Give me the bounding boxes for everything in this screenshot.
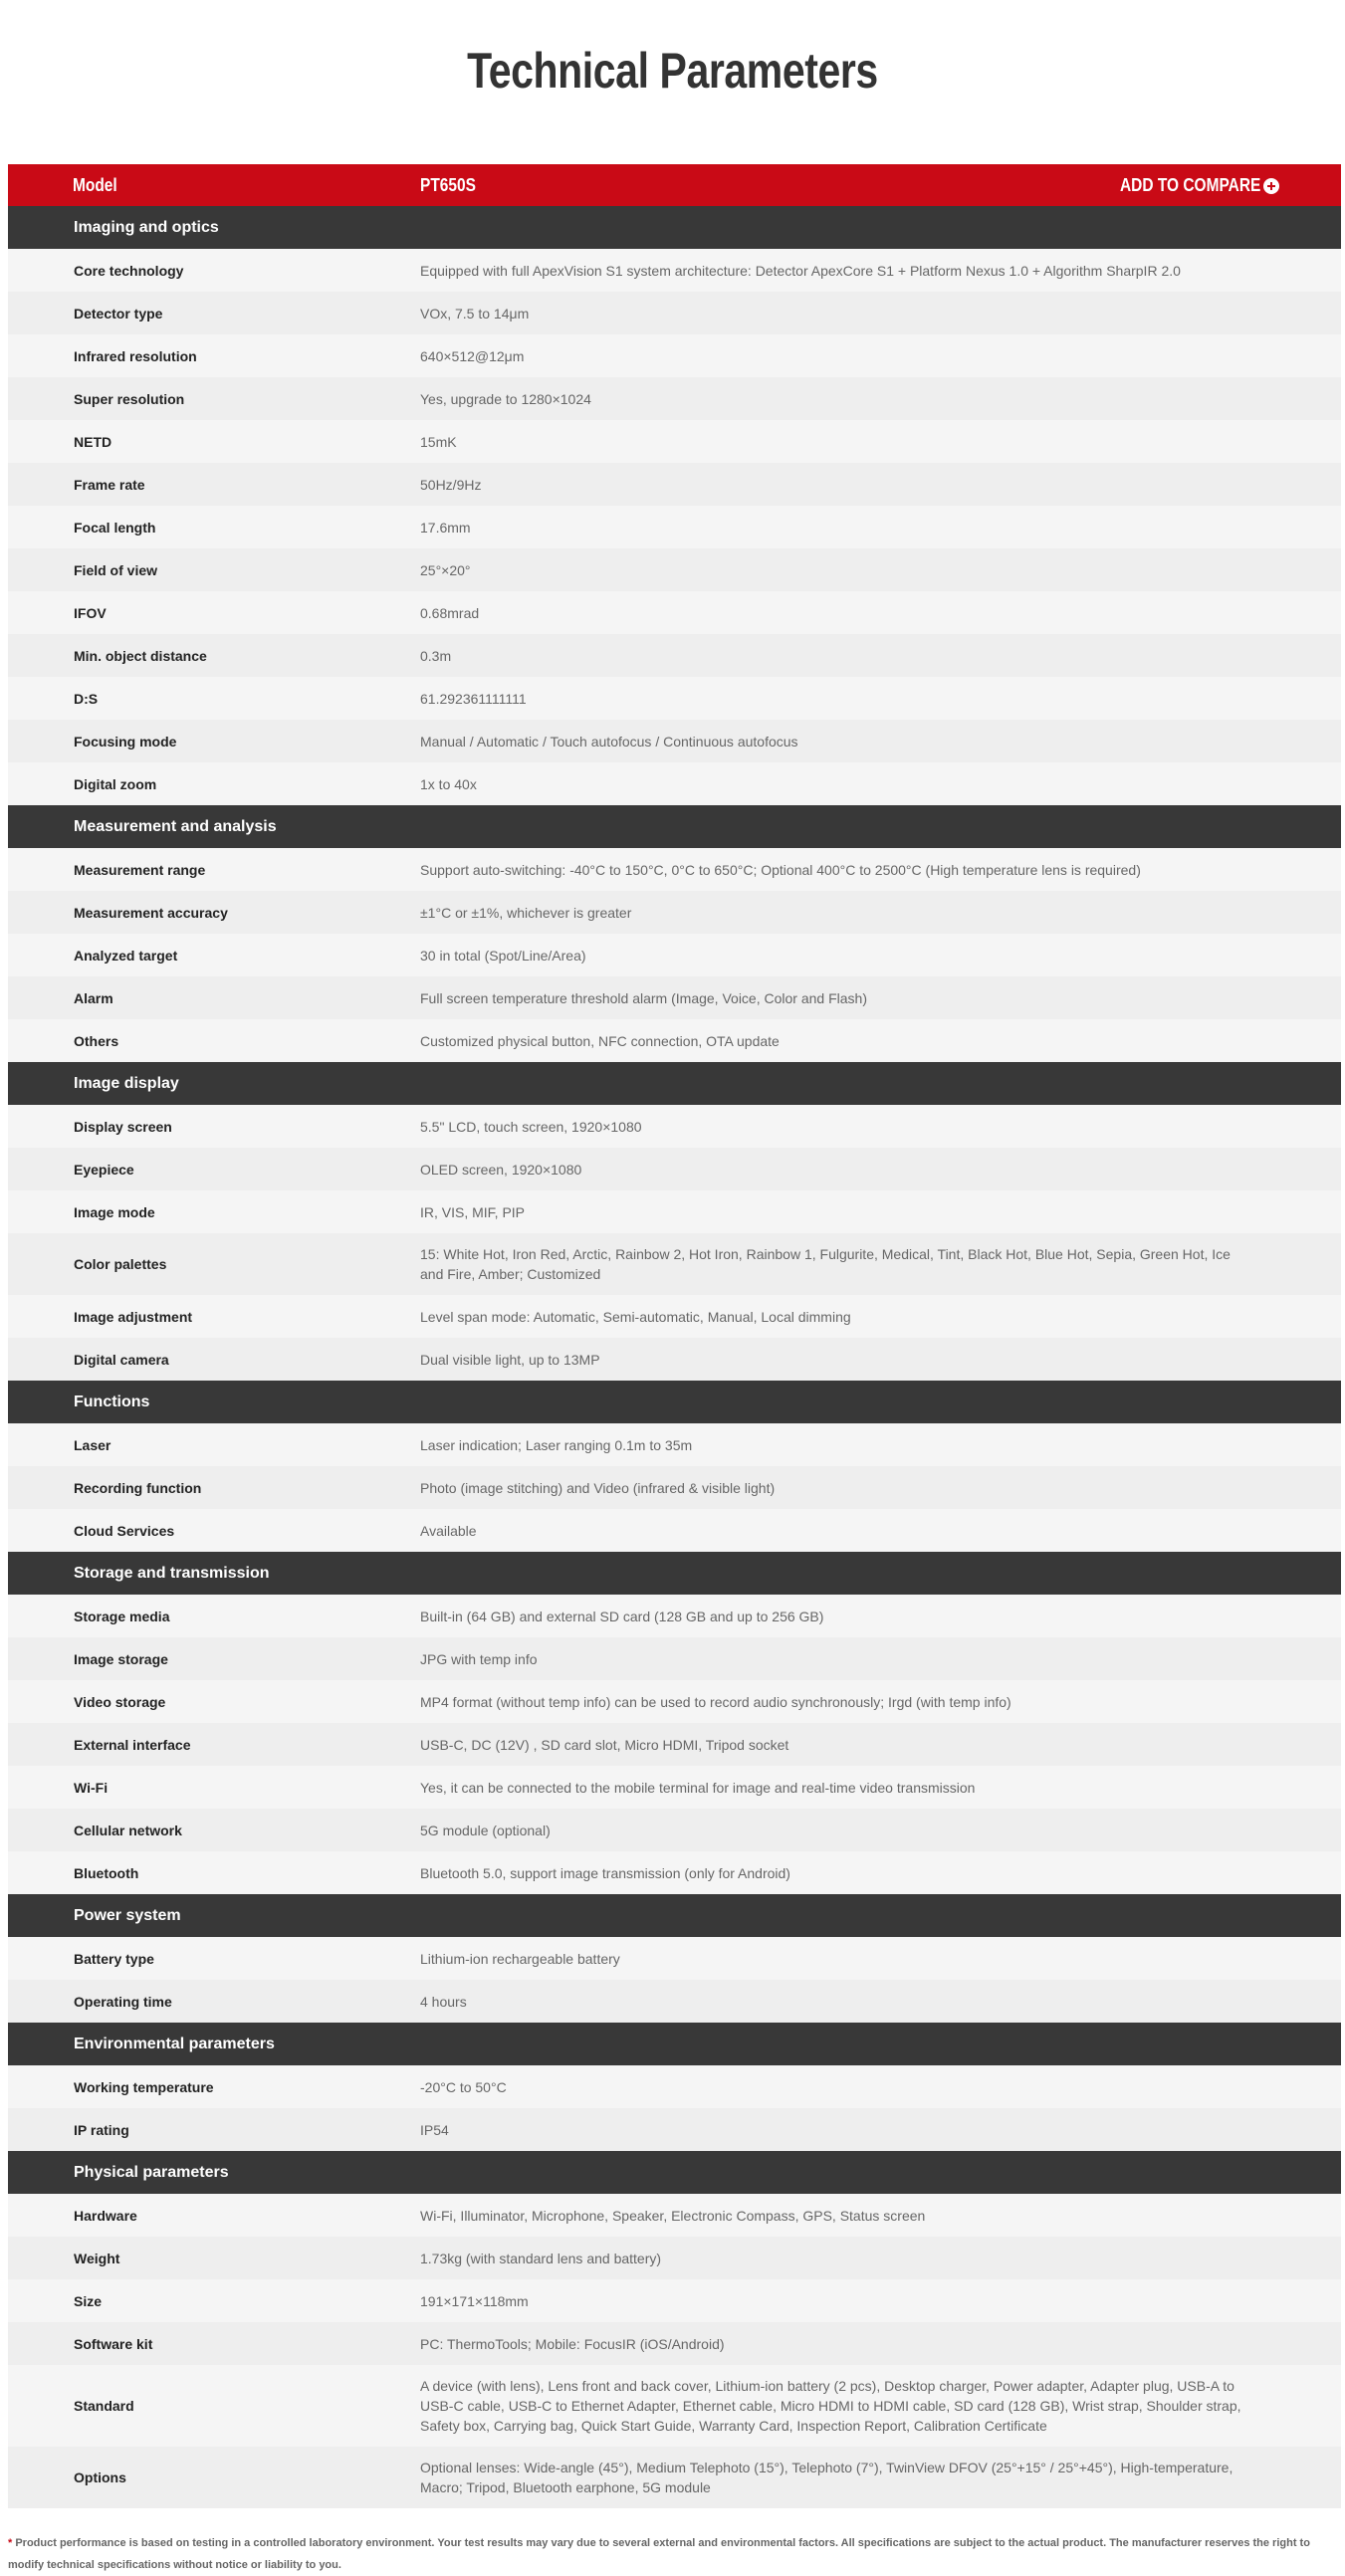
- spec-row: [8, 377, 1341, 420]
- spec-value: 17.6mm: [420, 519, 471, 536]
- spec-value: 640×512@12μm: [420, 347, 525, 364]
- spec-value: 61.292361111111: [420, 690, 527, 707]
- spec-value: Support auto-switching: -40°C to 150°C, 0°C to 650°C; Optional 400°C to 2500°C (High temperature lens is required): [420, 861, 1141, 878]
- spec-row: [8, 463, 1341, 506]
- section-rows: [8, 1105, 1341, 1381]
- add-to-compare-button[interactable]: [1120, 175, 1279, 196]
- model-row: [8, 164, 1341, 206]
- spec-key: Software kit: [74, 2335, 153, 2352]
- spec-row: [8, 1637, 1341, 1680]
- spec-row: [8, 334, 1341, 377]
- spec-row: [8, 677, 1341, 720]
- spec-row: [8, 1851, 1341, 1894]
- spec-row: [8, 1509, 1341, 1552]
- spec-value: Lithium-ion rechargeable battery: [420, 1950, 620, 1967]
- spec-key: IFOV: [74, 604, 107, 621]
- spec-value: A device (with lens), Lens front and back cover, Lithium-ion battery (2 pcs), Desktop charger, Power adapter, Adapter plug, USB-A to USB-C cable, USB-C to Ethernet Adapter, Ethernet cable, Micro HDMI to HDMI cable, SD card (128 GB), Wrist strap, Shoulder strap, Safety box, Carrying bag, Quick Start Guide, Warranty Card, Inspection Report, Calibration Certificate: [420, 2378, 1241, 2434]
- spec-row: [8, 891, 1341, 934]
- section-header: Storage and transmission: [8, 1552, 1341, 1595]
- spec-row: [8, 1190, 1341, 1233]
- spec-row: [8, 634, 1341, 677]
- spec-value: IR, VIS, MIF, PIP: [420, 1203, 526, 1220]
- spec-key: Min. object distance: [74, 647, 207, 664]
- spec-key: Standard: [74, 2398, 134, 2414]
- spec-value: Level span mode: Automatic, Semi-automatic, Manual, Local dimming: [420, 1308, 851, 1325]
- spec-key: Weight: [74, 2250, 120, 2266]
- spec-key: Wi-Fi: [74, 1779, 109, 1796]
- spec-row: [8, 1723, 1341, 1766]
- spec-key: Image adjustment: [74, 1308, 193, 1325]
- spec-key: Operating time: [74, 1993, 172, 2010]
- spec-key: Others: [74, 1032, 119, 1049]
- spec-row: [8, 2194, 1341, 2237]
- spec-key: External interface: [74, 1736, 191, 1753]
- section-header: Image display: [8, 1062, 1341, 1105]
- spec-key: Size: [74, 2292, 103, 2309]
- spec-key: Super resolution: [74, 390, 185, 407]
- spec-value: 0.3m: [420, 647, 452, 664]
- spec-row: [8, 292, 1341, 334]
- section-rows: [8, 2065, 1341, 2151]
- spec-key: Bluetooth: [74, 1864, 139, 1881]
- section-rows: [8, 249, 1341, 805]
- spec-row: [8, 2237, 1341, 2279]
- spec-row: [8, 2322, 1341, 2365]
- spec-value: Dual visible light, up to 13MP: [420, 1351, 600, 1368]
- spec-row: [8, 591, 1341, 634]
- spec-key: Frame rate: [74, 476, 145, 493]
- spec-value: 15: White Hot, Iron Red, Arctic, Rainbow 2, Hot Iron, Rainbow 1, Fulgurite, Medical, Tint, Black Hot, Blue Hot, Sepia, Green Hot, Ice and Fire, Amber; Customized: [420, 1246, 1231, 1282]
- section-rows: [8, 848, 1341, 1062]
- section-header: Power system: [8, 1894, 1341, 1937]
- spec-value: MP4 format (without temp info) can be used to record audio synchronously; Irgd (with temp info): [420, 1693, 1011, 1710]
- spec-key: Detector type: [74, 305, 163, 322]
- spec-key: Digital camera: [74, 1351, 169, 1368]
- spec-row: [8, 2447, 1341, 2508]
- spec-value: 0.68mrad: [420, 604, 480, 621]
- spec-row: [8, 1595, 1341, 1637]
- spec-key: Focusing mode: [74, 733, 177, 750]
- spec-row: [8, 1680, 1341, 1723]
- spec-key: Alarm: [74, 989, 113, 1006]
- spec-row: [8, 1105, 1341, 1148]
- model-label: Model: [73, 174, 117, 195]
- spec-row: [8, 762, 1341, 805]
- spec-value: ±1°C or ±1%, whichever is greater: [420, 904, 632, 921]
- spec-table: [8, 164, 1341, 2508]
- spec-key: Analyzed target: [74, 947, 178, 964]
- section-header: Measurement and analysis: [8, 805, 1341, 848]
- spec-value: Bluetooth 5.0, support image transmission (only for Android): [420, 1864, 790, 1881]
- section-rows: [8, 2194, 1341, 2508]
- spec-value: OLED screen, 1920×1080: [420, 1161, 582, 1178]
- spec-value: Available: [420, 1522, 477, 1539]
- spec-value: -20°C to 50°C: [420, 2078, 507, 2095]
- spec-key: Cloud Services: [74, 1522, 175, 1539]
- spec-key: Eyepiece: [74, 1161, 134, 1178]
- spec-key: Video storage: [74, 1693, 166, 1710]
- spec-row: [8, 1937, 1341, 1980]
- spec-row: [8, 2108, 1341, 2151]
- spec-row: [8, 720, 1341, 762]
- spec-key: Infrared resolution: [74, 347, 197, 364]
- spec-value: 25°×20°: [420, 561, 471, 578]
- spec-key: Focal length: [74, 519, 156, 536]
- spec-key: Image storage: [74, 1650, 168, 1667]
- spec-row: [8, 1809, 1341, 1851]
- spec-value: Yes, upgrade to 1280×1024: [420, 390, 591, 407]
- section-rows: [8, 1937, 1341, 2023]
- footnote: [8, 2532, 1337, 2576]
- spec-value: Wi-Fi, Illuminator, Microphone, Speaker, Electronic Compass, GPS, Status screen: [420, 2207, 926, 2224]
- spec-value: VOx, 7.5 to 14μm: [420, 305, 530, 322]
- spec-row: [8, 2365, 1341, 2447]
- page-title: Technical Parameters: [467, 43, 878, 99]
- spec-value: 15mK: [420, 433, 457, 450]
- spec-key: Battery type: [74, 1950, 154, 1967]
- spec-row: [8, 548, 1341, 591]
- spec-value: Optional lenses: Wide-angle (45°), Medium Telephoto (15°), Telephoto (7°), TwinView DFOV (25°+15° / 25°+45°), High-temperature, Macro; Tripod, Bluetooth earphone, 5G module: [420, 2460, 1233, 2495]
- spec-row: [8, 420, 1341, 463]
- section-rows: [8, 1595, 1341, 1894]
- spec-key: Laser: [74, 1436, 112, 1453]
- footnote-text: Product performance is based on testing in a controlled laboratory environment. Your test results may vary due to several external and environmental factors. All specifications are subject to the actual product. The manufacturer reserves the right to modify technical specifications without notice or liability to you.: [8, 2537, 1310, 2571]
- spec-key: Digital zoom: [74, 775, 157, 792]
- spec-value: 191×171×118mm: [420, 2292, 529, 2309]
- spec-value: Photo (image stitching) and Video (infrared & visible light): [420, 1479, 776, 1496]
- spec-value: 5.5" LCD, touch screen, 1920×1080: [420, 1118, 642, 1135]
- spec-key: Measurement range: [74, 861, 206, 878]
- sections-container: [8, 206, 1341, 2508]
- footnote-star: *: [8, 2537, 13, 2549]
- spec-row: [8, 1233, 1341, 1295]
- spec-row: [8, 1466, 1341, 1509]
- spec-row: [8, 1423, 1341, 1466]
- spec-value: 1x to 40x: [420, 775, 477, 792]
- spec-value: JPG with temp info: [420, 1650, 538, 1667]
- spec-key: NETD: [74, 433, 112, 450]
- spec-value: 30 in total (Spot/Line/Area): [420, 947, 586, 964]
- spec-value: Yes, it can be connected to the mobile terminal for image and real-time video transmission: [420, 1779, 976, 1796]
- spec-row: [8, 934, 1341, 976]
- spec-value: 5G module (optional): [420, 1822, 551, 1838]
- spec-row: [8, 1980, 1341, 2023]
- spec-key: D:S: [74, 690, 99, 707]
- spec-key: Image mode: [74, 1203, 155, 1220]
- spec-key: Hardware: [74, 2207, 137, 2224]
- spec-key: Core technology: [74, 262, 184, 279]
- spec-row: [8, 1295, 1341, 1338]
- spec-value: PC: ThermoTools; Mobile: FocusIR (iOS/Android): [420, 2335, 725, 2352]
- spec-row: [8, 2279, 1341, 2322]
- spec-key: IP rating: [74, 2121, 129, 2138]
- spec-row: [8, 2065, 1341, 2108]
- spec-key: Cellular network: [74, 1822, 182, 1838]
- spec-value: 4 hours: [420, 1993, 467, 2010]
- spec-row: [8, 1148, 1341, 1190]
- spec-row: [8, 1019, 1341, 1062]
- spec-value: Manual / Automatic / Touch autofocus / Continuous autofocus: [420, 733, 798, 750]
- spec-key: Options: [74, 2469, 126, 2485]
- section-header: Imaging and optics: [8, 206, 1341, 249]
- spec-row: [8, 506, 1341, 548]
- spec-value: Customized physical button, NFC connection, OTA update: [420, 1032, 780, 1049]
- spec-row: [8, 249, 1341, 292]
- spec-row: [8, 1766, 1341, 1809]
- spec-value: Built-in (64 GB) and external SD card (128 GB and up to 256 GB): [420, 1608, 824, 1624]
- spec-value: Full screen temperature threshold alarm (Image, Voice, Color and Flash): [420, 989, 867, 1006]
- section-header: Environmental parameters: [8, 2023, 1341, 2065]
- spec-key: Measurement accuracy: [74, 904, 228, 921]
- spec-value: 1.73kg (with standard lens and battery): [420, 2250, 662, 2266]
- section-rows: [8, 1423, 1341, 1552]
- model-name: PT650S: [420, 174, 476, 195]
- spec-value: IP54: [420, 2121, 449, 2138]
- spec-key: Storage media: [74, 1608, 170, 1624]
- add-to-compare-label: ADD TO COMPARE: [1120, 175, 1261, 195]
- spec-row: [8, 1338, 1341, 1381]
- spec-key: Display screen: [74, 1118, 172, 1135]
- section-header: Physical parameters: [8, 2151, 1341, 2194]
- spec-key: Recording function: [74, 1479, 202, 1496]
- spec-value: Equipped with full ApexVision S1 system architecture: Detector ApexCore S1 + Platform Nexus 1.0 + Algorithm SharpIR 2.0: [420, 262, 1181, 279]
- spec-row: [8, 848, 1341, 891]
- spec-row: [8, 976, 1341, 1019]
- spec-key: Working temperature: [74, 2078, 214, 2095]
- section-header: Functions: [8, 1381, 1341, 1423]
- plus-circle-icon: [1263, 178, 1279, 194]
- spec-value: Laser indication; Laser ranging 0.1m to 35m: [420, 1436, 693, 1453]
- spec-value: 50Hz/9Hz: [420, 476, 482, 493]
- spec-value: USB-C, DC (12V) , SD card slot, Micro HDMI, Tripod socket: [420, 1736, 789, 1753]
- spec-key: Field of view: [74, 561, 158, 578]
- spec-key: Color palettes: [74, 1256, 167, 1272]
